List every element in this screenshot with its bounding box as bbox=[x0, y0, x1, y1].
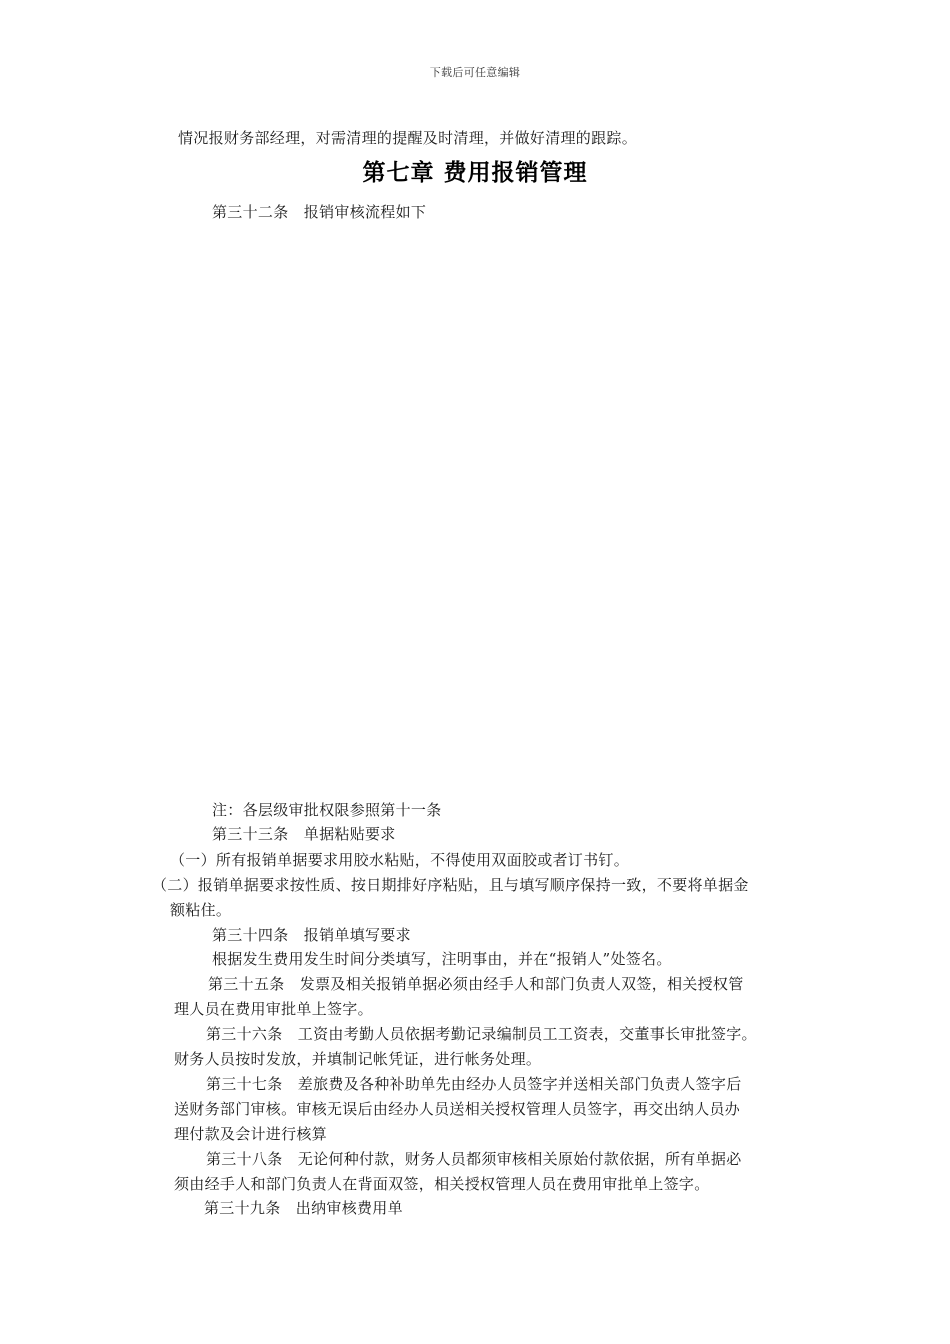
article-37-line-1: 第三十七条 差旅费及各种补助单先由经办人员签字并送相关部门负责人签字后 bbox=[206, 1075, 742, 1093]
chapter-title: 第七章 费用报销管理 bbox=[362, 159, 588, 186]
article-33-heading: 第三十三条 单据粘贴要求 bbox=[212, 825, 396, 843]
article-36-line-2: 财务人员按时发放，并填制记帐凭证，进行帐务处理。 bbox=[174, 1050, 542, 1068]
list-item-2-line-1: （二）报销单据要求按性质、按日期排好序粘贴，且与填写顺序保持一致，不要将单据金 bbox=[152, 876, 749, 894]
note-line: 注：各层级审批权限参照第十一条 bbox=[212, 801, 442, 819]
article-39-heading: 第三十九条 出纳审核费用单 bbox=[204, 1199, 403, 1217]
article-38-line-1: 第三十八条 无论何种付款，财务人员都须审核相关原始付款依据，所有单据必 bbox=[206, 1150, 742, 1168]
flowchart-area bbox=[170, 232, 810, 792]
article-35-line-2: 理人员在费用审批单上签字。 bbox=[174, 1000, 373, 1018]
article-34-heading: 第三十四条 报销单填写要求 bbox=[212, 926, 411, 944]
page-header: 下载后可任意编辑 bbox=[429, 66, 521, 79]
article-36-line-1: 第三十六条 工资由考勤人员依据考勤记录编制员工工资表，交董事长审批签字。 bbox=[206, 1025, 757, 1043]
article-37-line-2: 送财务部门审核。审核无误后由经办人员送相关授权管理人员签字，再交出纳人员办 bbox=[174, 1100, 741, 1118]
article-35-line-1: 第三十五条 发票及相关报销单据必须由经手人和部门负责人双签，相关授权管 bbox=[208, 975, 744, 993]
paragraph-line: 情况报财务部经理，对需清理的提醒及时清理，并做好清理的跟踪。 bbox=[178, 129, 638, 147]
article-32-heading: 第三十二条 报销审核流程如下 bbox=[212, 203, 427, 221]
article-37-line-3: 理付款及会计进行核算 bbox=[174, 1125, 328, 1143]
article-38-line-2: 须由经手人和部门负责人在背面双签，相关授权管理人员在费用审批单上签字。 bbox=[174, 1175, 710, 1193]
list-item-1: （一）所有报销单据要求用胶水粘贴，不得使用双面胶或者订书钉。 bbox=[170, 851, 630, 869]
list-item-2-line-2: 额粘住。 bbox=[170, 901, 232, 919]
article-34-text: 根据发生费用发生时间分类填写，注明事由，并在“报销人”处签名。 bbox=[212, 950, 672, 968]
